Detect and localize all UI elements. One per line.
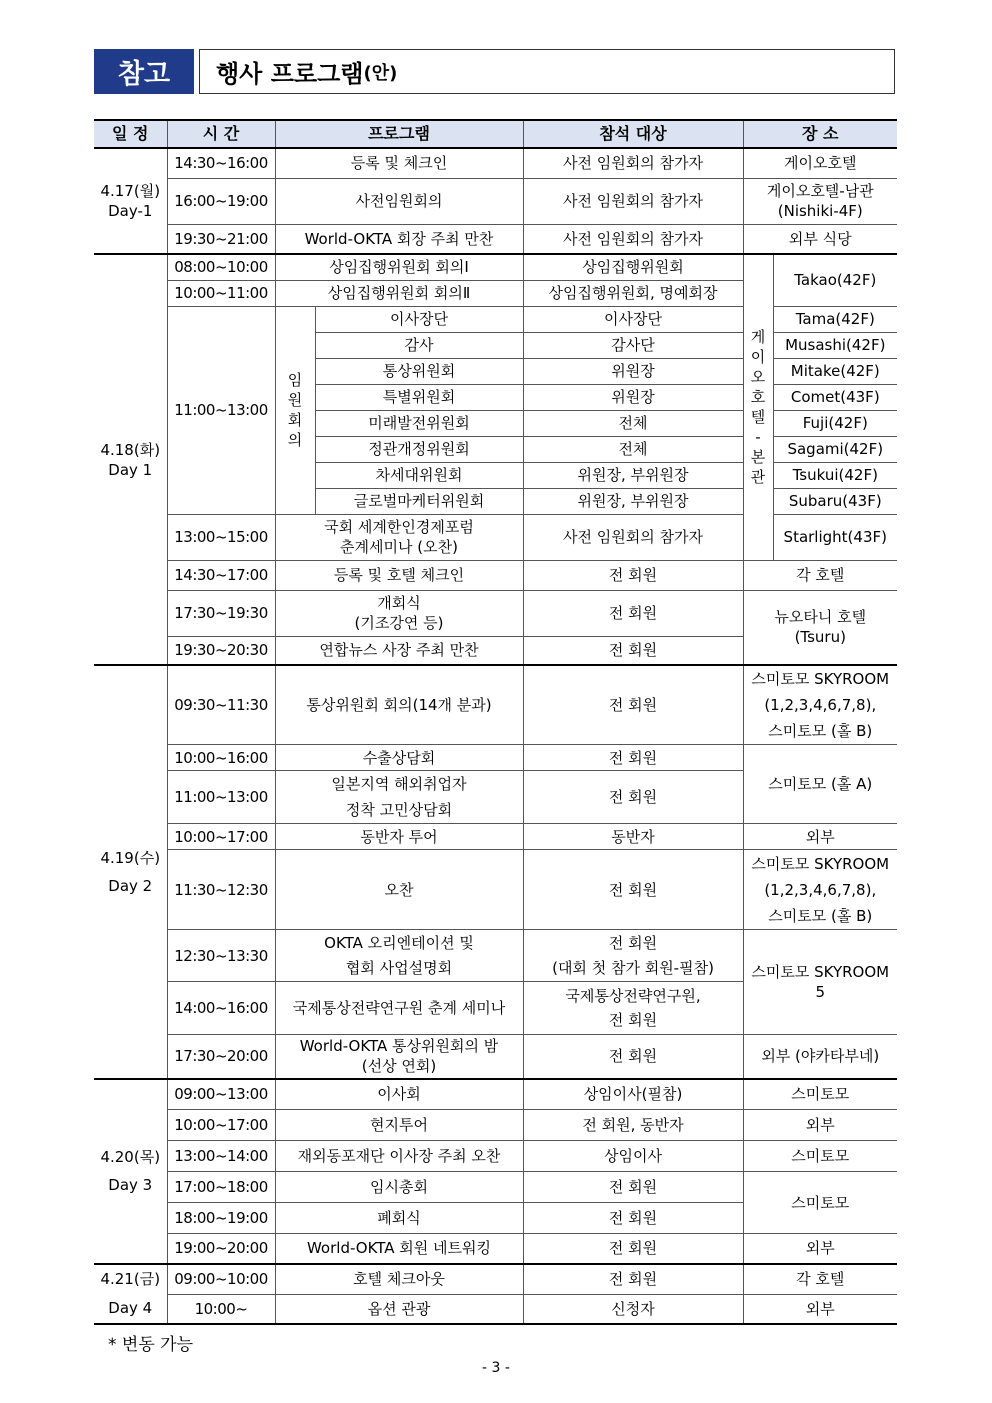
program-cell: 수출상담회 — [275, 745, 523, 771]
program-cell: 상임집행위원회 회의Ⅱ — [275, 280, 523, 306]
venue-cell: Comet(43F) — [773, 384, 897, 410]
program-group-imwon: 임 원 회 의 — [275, 306, 315, 514]
attendee-cell: 전 회원 — [523, 1035, 743, 1079]
table-row — [94, 824, 897, 850]
attendee-cell: 위원장 — [523, 384, 743, 410]
venue-cell: Takao(42F) — [773, 254, 897, 306]
table-row — [94, 514, 897, 560]
venue-cell: 뉴오타니 호텔 (Tsuru) — [743, 590, 897, 665]
time-cell: 17:00~18:00 — [167, 1172, 275, 1203]
time-cell: 17:30~20:00 — [167, 1035, 275, 1079]
col-header-venue: 장 소 — [743, 120, 897, 148]
venue-cell: 스미토모 SKYROOM 5 — [743, 930, 897, 1035]
table-row — [94, 745, 897, 771]
program-cell: World-OKTA 회장 주최 만찬 — [275, 224, 523, 254]
attendee-cell: 전 회원 — [523, 636, 743, 665]
venue-cell: Fuji(42F) — [773, 410, 897, 436]
program-cell: 호텔 체크아웃 — [275, 1264, 523, 1295]
time-cell: 14:00~16:00 — [167, 982, 275, 1035]
program-cell: 감사 — [315, 332, 523, 358]
table-row — [94, 254, 897, 280]
program-cell: World-OKTA 회원 네트워킹 — [275, 1234, 523, 1264]
time-cell: 11:30~12:30 — [167, 850, 275, 930]
attendee-cell: 위원장, 부위원장 — [523, 488, 743, 514]
attendee-cell: 전 회원 — [523, 1234, 743, 1264]
attendee-cell: 사전 임원회의 참가자 — [523, 178, 743, 224]
attendee-cell: 상임이사(필참) — [523, 1079, 743, 1110]
attendee-cell: 사전 임원회의 참가자 — [523, 514, 743, 560]
venue-cell: 스미토모 (홀 A) — [743, 745, 897, 824]
time-cell: 19:00~20:00 — [167, 1234, 275, 1264]
time-cell: 09:00~13:00 — [167, 1079, 275, 1110]
table-row — [94, 560, 897, 590]
attendee-cell: 전 회원 — [523, 1264, 743, 1295]
table-row — [94, 1294, 897, 1324]
program-cell: 이사회 — [275, 1079, 523, 1110]
time-cell: 11:00~13:00 — [167, 771, 275, 824]
table-row — [94, 1035, 897, 1079]
attendee-cell: 국제통상전략연구원, 전 회원 — [523, 982, 743, 1035]
title-suffix: (안) — [363, 62, 398, 84]
time-cell: 17:30~19:30 — [167, 590, 275, 636]
table-row — [94, 306, 897, 332]
attendee-cell: 전 회원 — [523, 665, 743, 745]
program-cell: 동반자 투어 — [275, 824, 523, 850]
program-cell: 사전임원회의 — [275, 178, 523, 224]
table-row — [94, 1110, 897, 1141]
venue-cell: 스미토모 SKYROOM (1,2,3,4,6,7,8), 스미토모 (홀 B) — [743, 665, 897, 745]
table-row — [94, 590, 897, 636]
page-title — [199, 49, 895, 94]
program-cell: 국제통상전략연구원 춘계 세미나 — [275, 982, 523, 1035]
venue-cell: 외부 — [743, 1294, 897, 1324]
attendee-cell: 신청자 — [523, 1294, 743, 1324]
program-cell: 통상위원회 — [315, 358, 523, 384]
program-cell: 개회식 (기조강연 등) — [275, 590, 523, 636]
program-cell: 이사장단 — [315, 306, 523, 332]
program-cell: World-OKTA 통상위원회의 밤 (선상 연회) — [275, 1035, 523, 1079]
program-cell: 등록 및 호텔 체크인 — [275, 560, 523, 590]
venue-cell: 스미토모 — [743, 1172, 897, 1234]
time-cell: 16:00~19:00 — [167, 178, 275, 224]
table-row — [94, 1079, 897, 1110]
attendee-cell: 전 회원 — [523, 560, 743, 590]
program-cell: 옵션 관광 — [275, 1294, 523, 1324]
program-cell: 일본지역 해외취업자 정착 고민상담회 — [275, 771, 523, 824]
table-row — [94, 850, 897, 930]
attendee-cell: 상임집행위원회, 명예회장 — [523, 280, 743, 306]
venue-cell: 게이오호텔-남관 (Nishiki-4F) — [743, 178, 897, 224]
venue-cell: Subaru(43F) — [773, 488, 897, 514]
section-badge: 참고 — [94, 49, 194, 94]
attendee-cell: 전 회원 — [523, 745, 743, 771]
footnote: * 변동 가능 — [108, 1335, 193, 1355]
venue-cell: Musashi(42F) — [773, 332, 897, 358]
attendee-cell: 이사장단 — [523, 306, 743, 332]
time-cell: 10:00~ — [167, 1294, 275, 1324]
time-cell: 09:30~11:30 — [167, 665, 275, 745]
title-text: 행사 프로그램 — [216, 60, 364, 88]
program-cell: 연합뉴스 사장 주최 만찬 — [275, 636, 523, 665]
program-cell: 상임집행위원회 회의Ⅰ — [275, 254, 523, 280]
col-header-attendee: 참석 대상 — [523, 120, 743, 148]
program-cell: 특별위원회 — [315, 384, 523, 410]
table-row — [94, 930, 897, 982]
attendee-cell: 사전 임원회의 참가자 — [523, 224, 743, 254]
day-cell: 4.17(월) Day-1 — [94, 148, 167, 254]
venue-cell: 외부 — [743, 1110, 897, 1141]
venue-cell: Starlight(43F) — [773, 514, 897, 560]
attendee-cell: 전 회원 — [523, 771, 743, 824]
venue-cell: 외부 (야카타부네) — [743, 1035, 897, 1079]
program-cell: 현지투어 — [275, 1110, 523, 1141]
program-cell: 폐회식 — [275, 1203, 523, 1234]
time-cell: 13:00~15:00 — [167, 514, 275, 560]
time-cell: 12:30~13:30 — [167, 930, 275, 982]
attendee-cell: 감사단 — [523, 332, 743, 358]
attendee-cell: 상임집행위원회 — [523, 254, 743, 280]
time-cell: 10:00~17:00 — [167, 1110, 275, 1141]
table-row — [94, 1234, 897, 1264]
col-header-program: 프로그램 — [275, 120, 523, 148]
program-cell: 임시총회 — [275, 1172, 523, 1203]
attendee-cell: 전 회원 (대회 첫 참가 회원-필참) — [523, 930, 743, 982]
attendee-cell: 전체 — [523, 436, 743, 462]
program-cell: 미래발전위원회 — [315, 410, 523, 436]
day-cell: 4.18(화) Day 1 — [94, 254, 167, 665]
table-row — [94, 224, 897, 254]
time-cell: 10:00~17:00 — [167, 824, 275, 850]
program-cell: 재외동포재단 이사장 주최 오찬 — [275, 1141, 523, 1172]
time-cell: 18:00~19:00 — [167, 1203, 275, 1234]
program-cell: 국회 세계한인경제포럼 춘계세미나 (오찬) — [275, 514, 523, 560]
venue-cell: Sagami(42F) — [773, 436, 897, 462]
venue-cell: 스미토모 SKYROOM (1,2,3,4,6,7,8), 스미토모 (홀 B) — [743, 850, 897, 930]
attendee-cell: 전 회원 — [523, 1203, 743, 1234]
attendee-cell: 전 회원, 동반자 — [523, 1110, 743, 1141]
program-cell: 통상위원회 회의(14개 분과) — [275, 665, 523, 745]
venue-cell: Mitake(42F) — [773, 358, 897, 384]
table-row — [94, 1264, 897, 1295]
time-cell: 09:00~10:00 — [167, 1264, 275, 1295]
program-cell: OKTA 오리엔테이션 및 협회 사업설명회 — [275, 930, 523, 982]
time-cell: 10:00~11:00 — [167, 280, 275, 306]
attendee-cell: 위원장 — [523, 358, 743, 384]
day-cell: 4.19(수) Day 2 — [94, 665, 167, 1079]
day-cell: 4.21(금) Day 4 — [94, 1264, 167, 1324]
venue-cell: 스미토모 — [743, 1141, 897, 1172]
attendee-cell: 전 회원 — [523, 850, 743, 930]
page-number: - 3 - — [482, 1360, 510, 1376]
time-cell: 08:00~10:00 — [167, 254, 275, 280]
table-row — [94, 1172, 897, 1203]
venue-cell: 외부 — [743, 824, 897, 850]
venue-cell: 각 호텔 — [743, 1264, 897, 1295]
venue-group-keio: 게 이 오 호 텔 - 본 관 — [743, 254, 773, 560]
attendee-cell: 전 회원 — [523, 590, 743, 636]
venue-cell: 외부 — [743, 1234, 897, 1264]
attendee-cell: 위원장, 부위원장 — [523, 462, 743, 488]
table-row — [94, 148, 897, 178]
venue-cell: Tsukui(42F) — [773, 462, 897, 488]
program-cell: 글로벌마케터위원회 — [315, 488, 523, 514]
table-header-row — [94, 120, 897, 148]
day-cell: 4.20(목) Day 3 — [94, 1079, 167, 1264]
attendee-cell: 동반자 — [523, 824, 743, 850]
time-cell: 13:00~14:00 — [167, 1141, 275, 1172]
program-cell: 오찬 — [275, 850, 523, 930]
table-row — [94, 178, 897, 224]
venue-cell: 각 호텔 — [743, 560, 897, 590]
attendee-cell: 전체 — [523, 410, 743, 436]
table-row — [94, 1141, 897, 1172]
time-cell: 11:00~13:00 — [167, 306, 275, 514]
attendee-cell: 상임이사 — [523, 1141, 743, 1172]
program-cell: 등록 및 체크인 — [275, 148, 523, 178]
time-cell: 14:30~16:00 — [167, 148, 275, 178]
program-cell: 정관개정위원회 — [315, 436, 523, 462]
venue-cell: 게이오호텔 — [743, 148, 897, 178]
col-header-time: 시 간 — [167, 120, 275, 148]
time-cell: 14:30~17:00 — [167, 560, 275, 590]
venue-cell: 외부 식당 — [743, 224, 897, 254]
attendee-cell: 사전 임원회의 참가자 — [523, 148, 743, 178]
time-cell: 19:30~20:30 — [167, 636, 275, 665]
venue-cell: 스미토모 — [743, 1079, 897, 1110]
venue-cell: Tama(42F) — [773, 306, 897, 332]
time-cell: 19:30~21:00 — [167, 224, 275, 254]
program-cell: 차세대위원회 — [315, 462, 523, 488]
table-row — [94, 665, 897, 745]
time-cell: 10:00~16:00 — [167, 745, 275, 771]
schedule-table — [94, 119, 897, 1325]
attendee-cell: 전 회원 — [523, 1172, 743, 1203]
col-header-date: 일 정 — [94, 120, 167, 148]
